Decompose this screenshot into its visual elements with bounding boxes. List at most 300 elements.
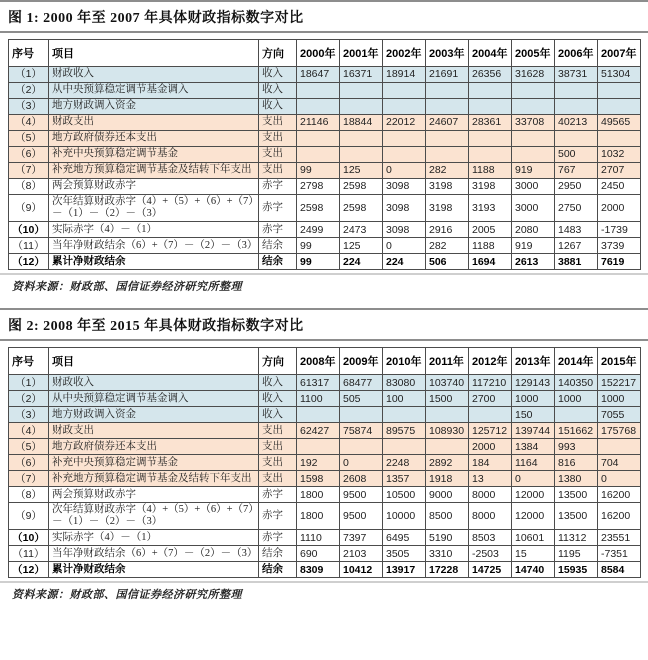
value-cell: -1739 xyxy=(598,222,641,238)
value-cell: 1188 xyxy=(469,163,512,179)
figure1-title: 图 1: 2000 年至 2007 年具体财政指标数字对比 xyxy=(8,11,304,26)
column-header: 2014年 xyxy=(555,348,598,375)
value-cell: 8503 xyxy=(469,530,512,546)
value-cell xyxy=(340,439,383,455)
value-cell: 2499 xyxy=(297,222,340,238)
value-cell xyxy=(297,83,340,99)
table-row xyxy=(9,195,641,222)
value-cell: 12000 xyxy=(512,487,555,503)
item-cell: 两会预算财政赤字 xyxy=(49,179,259,195)
value-cell: 3000 xyxy=(512,179,555,195)
column-header: 2006年 xyxy=(555,40,598,67)
column-header: 项目 xyxy=(49,348,259,375)
value-cell: 1195 xyxy=(555,546,598,562)
value-cell xyxy=(297,147,340,163)
value-cell: 8000 xyxy=(469,487,512,503)
value-cell: 2700 xyxy=(469,391,512,407)
table-row xyxy=(9,375,641,391)
value-cell: 17228 xyxy=(426,562,469,578)
direction-cell: 支出 xyxy=(259,423,297,439)
value-cell: 8309 xyxy=(297,562,340,578)
figure2-block xyxy=(0,308,648,608)
value-cell: 919 xyxy=(512,238,555,254)
value-cell: 3310 xyxy=(426,546,469,562)
value-cell: 38731 xyxy=(555,67,598,83)
value-cell: 2608 xyxy=(340,471,383,487)
value-cell: 2473 xyxy=(340,222,383,238)
value-cell: 3000 xyxy=(512,195,555,222)
table-row xyxy=(9,439,641,455)
column-header: 2005年 xyxy=(512,40,555,67)
item-cell: 补充中央预算稳定调节基金 xyxy=(49,455,259,471)
value-cell: 1164 xyxy=(512,455,555,471)
value-cell: 690 xyxy=(297,546,340,562)
figure1-source: 资料来源：财政部、国信证券经济研究所整理 xyxy=(12,281,242,294)
direction-cell: 收入 xyxy=(259,99,297,115)
value-cell xyxy=(469,131,512,147)
direction-cell: 结余 xyxy=(259,546,297,562)
value-cell: 3098 xyxy=(383,179,426,195)
value-cell: 10000 xyxy=(383,503,426,530)
row-number-cell: （8） xyxy=(9,487,49,503)
row-number-cell: （5） xyxy=(9,131,49,147)
value-cell xyxy=(598,83,641,99)
value-cell: 6495 xyxy=(383,530,426,546)
value-cell: 150 xyxy=(512,407,555,423)
value-cell: 7397 xyxy=(340,530,383,546)
item-cell: 实际赤字（4）－（1） xyxy=(49,222,259,238)
row-number-cell: （11） xyxy=(9,238,49,254)
value-cell xyxy=(383,83,426,99)
item-cell: 次年结算财政赤字（4）+（5）+（6）+（7）－（1）－（2）－（3） xyxy=(49,503,259,530)
value-cell: 108930 xyxy=(426,423,469,439)
value-cell: 0 xyxy=(512,471,555,487)
column-header: 2007年 xyxy=(598,40,641,67)
value-cell: 3098 xyxy=(383,222,426,238)
column-header: 项目 xyxy=(49,40,259,67)
value-cell: 1800 xyxy=(297,503,340,530)
value-cell: 99 xyxy=(297,163,340,179)
value-cell: 26356 xyxy=(469,67,512,83)
column-header: 2003年 xyxy=(426,40,469,67)
value-cell: 14740 xyxy=(512,562,555,578)
table-row xyxy=(9,503,641,530)
column-header: 2008年 xyxy=(297,348,340,375)
value-cell: 10500 xyxy=(383,487,426,503)
value-cell xyxy=(598,99,641,115)
row-number-cell: （7） xyxy=(9,471,49,487)
column-header: 2015年 xyxy=(598,348,641,375)
value-cell: 2750 xyxy=(555,195,598,222)
item-cell: 次年结算财政赤字（4）+（5）+（6）+（7）－（1）－（2）－（3） xyxy=(49,195,259,222)
value-cell: 175768 xyxy=(598,423,641,439)
table-row xyxy=(9,530,641,546)
row-number-cell: （4） xyxy=(9,423,49,439)
column-header: 2010年 xyxy=(383,348,426,375)
table-row xyxy=(9,562,641,578)
table-row xyxy=(9,222,641,238)
value-cell: 11312 xyxy=(555,530,598,546)
value-cell: 5190 xyxy=(426,530,469,546)
value-cell: 10412 xyxy=(340,562,383,578)
value-cell: 2000 xyxy=(598,195,641,222)
item-cell: 地方财政调入资金 xyxy=(49,407,259,423)
value-cell xyxy=(340,99,383,115)
value-cell: 3198 xyxy=(426,179,469,195)
value-cell: 83080 xyxy=(383,375,426,391)
value-cell: 3198 xyxy=(469,179,512,195)
row-number-cell: （11） xyxy=(9,546,49,562)
item-cell: 当年净财政结余（6）+（7）－（2）－（3） xyxy=(49,238,259,254)
value-cell: 0 xyxy=(598,471,641,487)
item-cell: 财政支出 xyxy=(49,115,259,131)
item-cell: 从中央预算稳定调节基金调入 xyxy=(49,391,259,407)
value-cell: 13500 xyxy=(555,503,598,530)
row-number-cell: （2） xyxy=(9,391,49,407)
value-cell: 993 xyxy=(555,439,598,455)
table-row xyxy=(9,423,641,439)
value-cell: 0 xyxy=(340,455,383,471)
direction-cell: 支出 xyxy=(259,115,297,131)
column-header: 2011年 xyxy=(426,348,469,375)
value-cell xyxy=(555,407,598,423)
value-cell: 1110 xyxy=(297,530,340,546)
value-cell: 8584 xyxy=(598,562,641,578)
value-cell xyxy=(340,83,383,99)
value-cell xyxy=(512,131,555,147)
item-cell: 地方财政调入资金 xyxy=(49,99,259,115)
value-cell: 125712 xyxy=(469,423,512,439)
value-cell: 224 xyxy=(340,254,383,270)
row-number-cell: （10） xyxy=(9,222,49,238)
row-number-cell: （1） xyxy=(9,67,49,83)
column-header: 方向 xyxy=(259,348,297,375)
value-cell: 117210 xyxy=(469,375,512,391)
value-cell: 1100 xyxy=(297,391,340,407)
value-cell: 68477 xyxy=(340,375,383,391)
value-cell: 103740 xyxy=(426,375,469,391)
value-cell: 51304 xyxy=(598,67,641,83)
figure-gap xyxy=(0,300,648,308)
column-header: 序号 xyxy=(9,40,49,67)
value-cell: 500 xyxy=(555,147,598,163)
table-row xyxy=(9,238,641,254)
item-cell: 补充地方预算稳定调节基金及结转下年支出 xyxy=(49,163,259,179)
value-cell: 14725 xyxy=(469,562,512,578)
value-cell xyxy=(469,83,512,99)
row-number-cell: （8） xyxy=(9,179,49,195)
value-cell: 139744 xyxy=(512,423,555,439)
value-cell: 3739 xyxy=(598,238,641,254)
value-cell xyxy=(297,407,340,423)
value-cell: 1918 xyxy=(426,471,469,487)
value-cell: 62427 xyxy=(297,423,340,439)
value-cell: 1000 xyxy=(555,391,598,407)
row-number-cell: （2） xyxy=(9,83,49,99)
figure1-table xyxy=(8,39,641,270)
value-cell xyxy=(297,99,340,115)
item-cell: 两会预算财政赤字 xyxy=(49,487,259,503)
item-cell: 补充中央预算稳定调节基金 xyxy=(49,147,259,163)
item-cell: 财政收入 xyxy=(49,67,259,83)
value-cell: 21146 xyxy=(297,115,340,131)
value-cell: 2613 xyxy=(512,254,555,270)
column-header: 2001年 xyxy=(340,40,383,67)
row-number-cell: （12） xyxy=(9,562,49,578)
value-cell: 1500 xyxy=(426,391,469,407)
value-cell xyxy=(426,147,469,163)
value-cell: 12000 xyxy=(512,503,555,530)
row-number-cell: （12） xyxy=(9,254,49,270)
table-row xyxy=(9,179,641,195)
value-cell xyxy=(469,407,512,423)
value-cell: 18914 xyxy=(383,67,426,83)
item-cell: 财政支出 xyxy=(49,423,259,439)
value-cell: 2798 xyxy=(297,179,340,195)
direction-cell: 支出 xyxy=(259,131,297,147)
value-cell: 282 xyxy=(426,238,469,254)
figure2-source: 资料来源：财政部、国信证券经济研究所整理 xyxy=(12,589,242,602)
direction-cell: 赤字 xyxy=(259,487,297,503)
value-cell: 2080 xyxy=(512,222,555,238)
value-cell: 0 xyxy=(383,238,426,254)
value-cell: 7055 xyxy=(598,407,641,423)
row-number-cell: （6） xyxy=(9,147,49,163)
value-cell xyxy=(469,147,512,163)
direction-cell: 结余 xyxy=(259,562,297,578)
row-number-cell: （3） xyxy=(9,407,49,423)
row-number-cell: （7） xyxy=(9,163,49,179)
value-cell: 24607 xyxy=(426,115,469,131)
value-cell xyxy=(555,99,598,115)
value-cell: 10601 xyxy=(512,530,555,546)
value-cell xyxy=(426,439,469,455)
value-cell: 23551 xyxy=(598,530,641,546)
value-cell: 3098 xyxy=(383,195,426,222)
value-cell: 33708 xyxy=(512,115,555,131)
value-cell xyxy=(598,439,641,455)
value-cell: 3198 xyxy=(426,195,469,222)
figure2-table xyxy=(8,347,641,578)
figure2-title-rule xyxy=(0,339,648,341)
value-cell: 1694 xyxy=(469,254,512,270)
value-cell: 0 xyxy=(383,163,426,179)
value-cell: 9500 xyxy=(340,503,383,530)
value-cell: 506 xyxy=(426,254,469,270)
value-cell: 99 xyxy=(297,238,340,254)
direction-cell: 收入 xyxy=(259,391,297,407)
value-cell: 15935 xyxy=(555,562,598,578)
value-cell xyxy=(383,407,426,423)
value-cell: 16200 xyxy=(598,487,641,503)
value-cell: 21691 xyxy=(426,67,469,83)
table-row xyxy=(9,147,641,163)
value-cell: 13917 xyxy=(383,562,426,578)
value-cell: 2892 xyxy=(426,455,469,471)
value-cell: 129143 xyxy=(512,375,555,391)
header-row xyxy=(9,348,641,375)
item-cell: 地方政府债券还本支出 xyxy=(49,131,259,147)
table-row xyxy=(9,254,641,270)
value-cell: 49565 xyxy=(598,115,641,131)
value-cell: 7619 xyxy=(598,254,641,270)
value-cell: 89575 xyxy=(383,423,426,439)
row-number-cell: （5） xyxy=(9,439,49,455)
figure1-title-rule xyxy=(0,31,648,33)
value-cell: 140350 xyxy=(555,375,598,391)
direction-cell: 支出 xyxy=(259,439,297,455)
value-cell: 1800 xyxy=(297,487,340,503)
value-cell xyxy=(555,131,598,147)
table-row xyxy=(9,67,641,83)
direction-cell: 赤字 xyxy=(259,195,297,222)
value-cell: 8500 xyxy=(426,503,469,530)
value-cell xyxy=(297,131,340,147)
value-cell: 3505 xyxy=(383,546,426,562)
row-number-cell: （3） xyxy=(9,99,49,115)
value-cell: 1188 xyxy=(469,238,512,254)
direction-cell: 收入 xyxy=(259,83,297,99)
direction-cell: 支出 xyxy=(259,163,297,179)
value-cell: 8000 xyxy=(469,503,512,530)
item-cell: 实际赤字（4）－（1） xyxy=(49,530,259,546)
value-cell: 22012 xyxy=(383,115,426,131)
item-cell: 财政收入 xyxy=(49,375,259,391)
value-cell: 1598 xyxy=(297,471,340,487)
value-cell xyxy=(383,131,426,147)
value-cell: 9000 xyxy=(426,487,469,503)
direction-cell: 支出 xyxy=(259,455,297,471)
table-row xyxy=(9,115,641,131)
value-cell: 99 xyxy=(297,254,340,270)
table-row xyxy=(9,546,641,562)
value-cell xyxy=(469,99,512,115)
column-header: 2013年 xyxy=(512,348,555,375)
value-cell: 2598 xyxy=(340,179,383,195)
value-cell: 2916 xyxy=(426,222,469,238)
value-cell: 2103 xyxy=(340,546,383,562)
table-row xyxy=(9,99,641,115)
row-number-cell: （6） xyxy=(9,455,49,471)
row-number-cell: （9） xyxy=(9,503,49,530)
direction-cell: 支出 xyxy=(259,147,297,163)
value-cell: 31628 xyxy=(512,67,555,83)
value-cell: 40213 xyxy=(555,115,598,131)
direction-cell: 收入 xyxy=(259,407,297,423)
table-row xyxy=(9,455,641,471)
value-cell: 3193 xyxy=(469,195,512,222)
value-cell: 18647 xyxy=(297,67,340,83)
column-header: 2000年 xyxy=(297,40,340,67)
value-cell xyxy=(426,99,469,115)
value-cell xyxy=(426,131,469,147)
column-header: 2002年 xyxy=(383,40,426,67)
value-cell: 224 xyxy=(383,254,426,270)
value-cell: 282 xyxy=(426,163,469,179)
column-header: 序号 xyxy=(9,348,49,375)
value-cell: 3881 xyxy=(555,254,598,270)
table-row xyxy=(9,487,641,503)
value-cell xyxy=(512,83,555,99)
header-row xyxy=(9,40,641,67)
value-cell: 1000 xyxy=(598,391,641,407)
value-cell: 1267 xyxy=(555,238,598,254)
direction-cell: 收入 xyxy=(259,375,297,391)
value-cell: 15 xyxy=(512,546,555,562)
value-cell: 2707 xyxy=(598,163,641,179)
value-cell: 125 xyxy=(340,238,383,254)
row-number-cell: （1） xyxy=(9,375,49,391)
item-cell: 当年净财政结余（6）+（7）－（2）－（3） xyxy=(49,546,259,562)
value-cell: 767 xyxy=(555,163,598,179)
value-cell: 2000 xyxy=(469,439,512,455)
item-cell: 地方政府债券还本支出 xyxy=(49,439,259,455)
value-cell: 1032 xyxy=(598,147,641,163)
value-cell: 816 xyxy=(555,455,598,471)
value-cell: 18844 xyxy=(340,115,383,131)
figure1-block xyxy=(0,0,648,300)
column-header: 方向 xyxy=(259,40,297,67)
table-row xyxy=(9,391,641,407)
value-cell: 16200 xyxy=(598,503,641,530)
column-header: 2004年 xyxy=(469,40,512,67)
value-cell: 152217 xyxy=(598,375,641,391)
direction-cell: 赤字 xyxy=(259,530,297,546)
value-cell xyxy=(598,131,641,147)
row-number-cell: （9） xyxy=(9,195,49,222)
item-cell: 累计净财政结余 xyxy=(49,254,259,270)
table-row xyxy=(9,83,641,99)
value-cell: 2005 xyxy=(469,222,512,238)
value-cell: 2248 xyxy=(383,455,426,471)
value-cell: 505 xyxy=(340,391,383,407)
value-cell: 125 xyxy=(340,163,383,179)
column-header: 2012年 xyxy=(469,348,512,375)
value-cell: 1357 xyxy=(383,471,426,487)
item-cell: 从中央预算稳定调节基金调入 xyxy=(49,83,259,99)
table-row xyxy=(9,407,641,423)
direction-cell: 赤字 xyxy=(259,179,297,195)
direction-cell: 收入 xyxy=(259,67,297,83)
value-cell xyxy=(383,99,426,115)
value-cell: 2450 xyxy=(598,179,641,195)
value-cell: 13 xyxy=(469,471,512,487)
value-cell: 2598 xyxy=(340,195,383,222)
direction-cell: 结余 xyxy=(259,254,297,270)
value-cell: 192 xyxy=(297,455,340,471)
direction-cell: 结余 xyxy=(259,238,297,254)
value-cell: 1380 xyxy=(555,471,598,487)
value-cell xyxy=(340,131,383,147)
value-cell: 9500 xyxy=(340,487,383,503)
direction-cell: 支出 xyxy=(259,471,297,487)
table-row xyxy=(9,131,641,147)
value-cell: -2503 xyxy=(469,546,512,562)
value-cell xyxy=(555,83,598,99)
value-cell: 61317 xyxy=(297,375,340,391)
value-cell: 1384 xyxy=(512,439,555,455)
value-cell xyxy=(297,439,340,455)
value-cell: 2950 xyxy=(555,179,598,195)
row-number-cell: （4） xyxy=(9,115,49,131)
value-cell: 1000 xyxy=(512,391,555,407)
value-cell xyxy=(383,147,426,163)
value-cell xyxy=(426,407,469,423)
value-cell: 16371 xyxy=(340,67,383,83)
item-cell: 补充地方预算稳定调节基金及结转下年支出 xyxy=(49,471,259,487)
value-cell xyxy=(340,147,383,163)
value-cell: 151662 xyxy=(555,423,598,439)
